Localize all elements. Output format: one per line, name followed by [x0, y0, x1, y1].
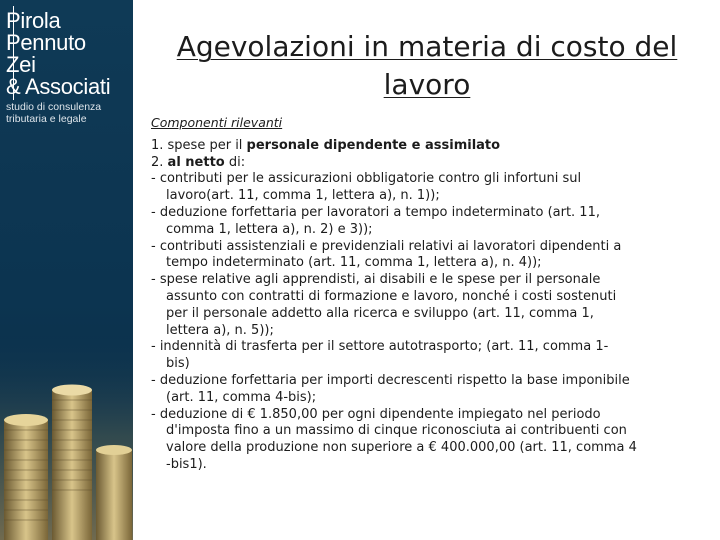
list-item-2-suffix: di: — [224, 155, 246, 170]
bullet-line: bis) — [166, 356, 190, 371]
list-item-1-prefix: 1. spese per il — [151, 138, 247, 153]
slide-title: Agevolazioni in materia di costo del lavoro — [176, 30, 678, 101]
coin-stack-middle — [52, 385, 92, 540]
bullet-line: -bis1). — [166, 457, 207, 472]
coin-stacks-image — [0, 330, 133, 540]
bullet-line: - deduzione di € 1.850,00 per ogni dipendente impiegato nel periodo — [151, 407, 601, 422]
bullet-line: tempo indeterminato (art. 11, comma 1, lettera a), n. 4)); — [166, 255, 542, 270]
bullet-line: lettera a), n. 5)); — [166, 323, 274, 338]
bullet-line: - indennità di trasferta per il settore autotrasporto; (art. 11, comma 1- — [151, 339, 609, 354]
bullet-line: d'imposta fino a un massimo di cinque riconosciuta ai contribuenti con — [166, 423, 627, 438]
tagline-line-1: studio di consulenza — [6, 101, 102, 113]
coin-stack-right — [96, 445, 132, 540]
list-item-2-prefix: 2. — [151, 155, 168, 170]
list-item-2 — [151, 155, 245, 172]
bullet-line: valore della produzione non superiore a € 400.000,00 (art. 11, comma 4 — [166, 440, 637, 455]
list-item-1 — [151, 138, 500, 155]
coin-stack-left — [4, 414, 48, 540]
list-item-2-bold: al netto — [167, 155, 225, 170]
brand-sidebar — [0, 0, 133, 540]
bullet-line: - contributi per le assicurazioni obbligatorie contro gli infortuni sul — [151, 171, 582, 186]
section-subheading: Componenti rilevanti — [151, 115, 283, 130]
bullet-line: - spese relative agli apprendisti, ai disabili e le spese per il personale — [151, 272, 601, 287]
bullet-line: per il personale addetto alla ricerca e sviluppo (art. 11, comma 1, — [166, 306, 594, 321]
bullet-line: - contributi assistenziali e previdenziali relativi ai lavoratori dipendenti a — [151, 239, 622, 254]
brand-name-line-4: & Associati — [6, 74, 111, 99]
bullet-line: - deduzione forfettaria per importi decrescenti rispetto la base imponibile — [151, 373, 630, 388]
brand-name-line-2: Pennuto — [6, 30, 86, 55]
brand-name-line-1: Pirola — [6, 8, 61, 33]
bullet-line: assunto con contratti di formazione e lavoro, nonché i costi sostenuti — [166, 289, 617, 304]
bullet-line: (art. 11, comma 4-bis); — [166, 390, 317, 405]
bullet-line: lavoro(art. 11, comma 1, lettera a), n. 1)); — [166, 188, 440, 203]
bullet-line: comma 1, lettera a), n. 2) e 3)); — [166, 222, 373, 237]
tagline-line-2: tributaria e legale — [6, 113, 87, 125]
brand-name-line-3: Zei — [6, 52, 36, 77]
list-item-1-bold: personale dipendente e assimilato — [246, 138, 501, 153]
bullet-line: - deduzione forfettaria per lavoratori a tempo indeterminato (art. 11, — [151, 205, 600, 220]
